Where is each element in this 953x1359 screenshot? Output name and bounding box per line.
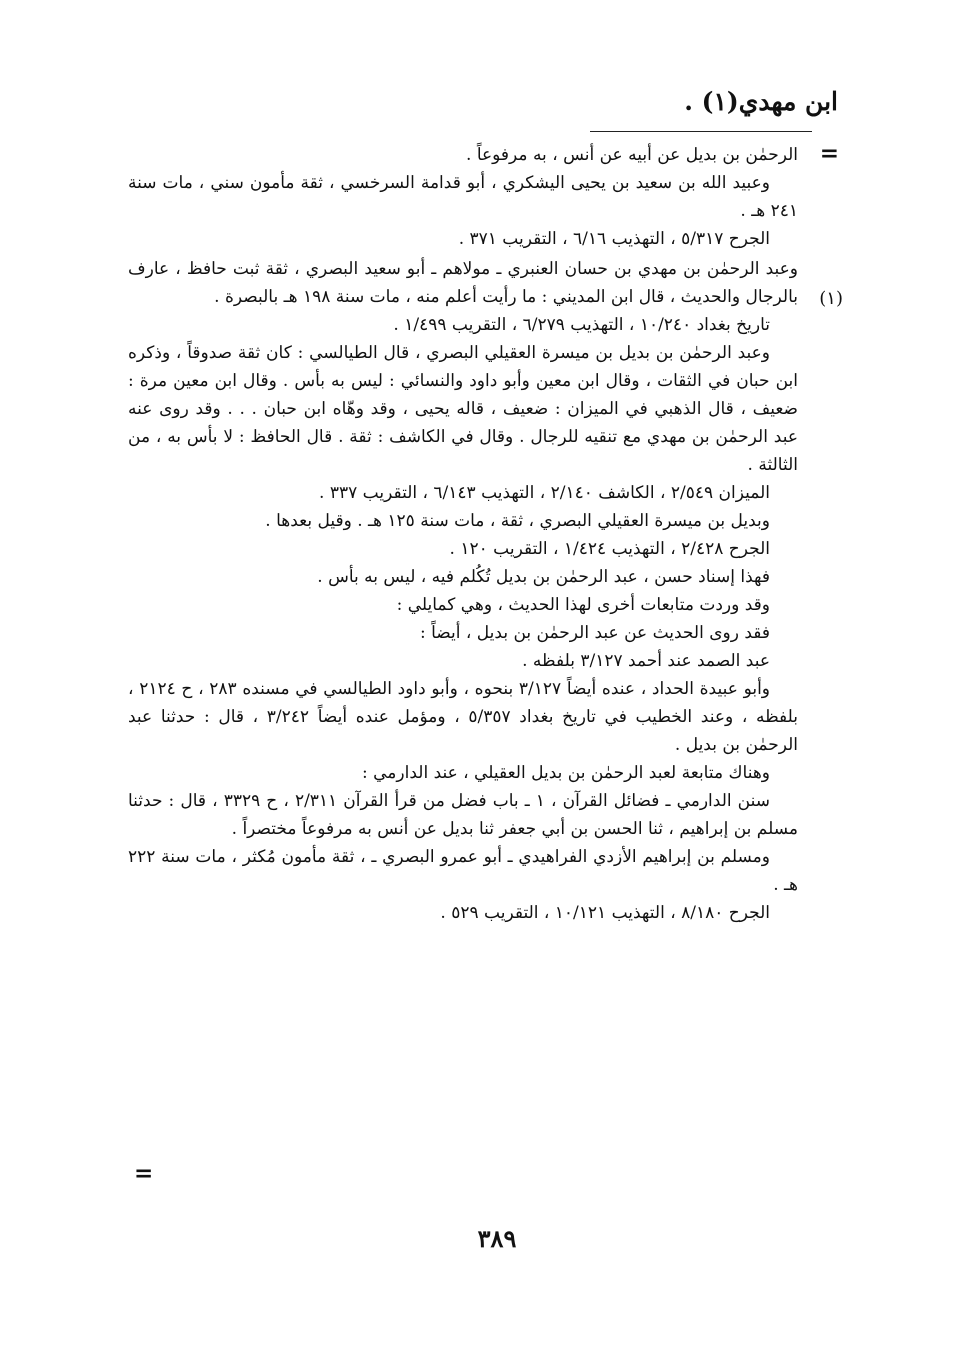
- continuation-marker-top: =: [819, 140, 839, 167]
- footnote-paragraph: وعبيد الله بن سعيد بن يحيى اليشكري ، أبو قدامة السرخسي ، ثقة مأمون سني ، مات سنة ٢٤١ هـ .: [128, 173, 798, 221]
- footnote-paragraph: فقد روى الحديث عن عبد الرحمٰن بن بديل ، أيضاً :: [419, 623, 770, 643]
- page-number: ٣٨٩: [477, 1224, 517, 1253]
- footnote-paragraph: وأبو عبيدة الحداد ، عنده أيضاً ٣/١٢٧ بنحوه ، وأبو داود الطيالسي في مسنده ٢٨٣ ، ح ٢١٢٤ ، بلفظه ، وعند الخطيب في تاريخ بغداد ٥/٣٥٧ ، ومؤمل عنده أيضاً ٣/٢٤٢ ، قال : حدثنا عبد الرحمٰن بن بديل .: [128, 679, 798, 755]
- footnote-paragraph: سنن الدارمي ـ فضائل القرآن ، ١ ـ باب فضل من قرأ القرآن ٢/٣١١ ، ح ٣٣٢٩ ، قال : حدثنا مسلم بن إبراهيم ، ثنا الحسن بن أبي جعفر ثنا بديل عن أنس به مرفوعاً مختصراً .: [128, 791, 798, 839]
- footnote-paragraph: وبديل بن ميسرة العقيلي البصري ، ثقة ، مات سنة ١٢٥ هـ . وقيل بعدها .: [265, 511, 770, 531]
- footnote-divider: [590, 131, 812, 132]
- footnote-paragraph: ومسلم بن إبراهيم الأزدي الفراهيدي ـ أبو عمرو البصري ـ ، ثقة مأمون مُكثر ، مات سنة ٢٢٢ هـ .: [128, 847, 798, 895]
- footnote-reference: عبد الصمد عند أحمد ٣/١٢٧ بلفظه .: [522, 651, 770, 671]
- footnote-paragraph: وهناك متابعة لعبد الرحمٰن بن بديل العقيلي ، عند الدارمي :: [362, 763, 770, 783]
- footnote-reference: الجرح ٥/٣١٧ ، التهذيب ٦/١٦ ، التقريب ٣٧١ .: [458, 229, 770, 249]
- footnote-reference: الجرح ٨/١٨٠ ، التهذيب ١٠/١٢١ ، التقريب ٥٢٩ .: [440, 903, 770, 923]
- footnote-reference: الجرح ٢/٤٢٨ ، التهذيب ١/٤٢٤ ، التقريب ١٢٠ .: [449, 539, 770, 559]
- page-heading-line: ابن مهدي(١) .: [684, 87, 838, 116]
- footnote-paragraph: وعبد الرحمٰن بن مهدي بن حسان العنبري ـ مولاهم ـ أبو سعيد البصري ، ثقة ثبت حافظ ، عارف بالرجال والحديث ، قال ابن المديني : ما رأيت أعلم منه ، مات سنة ١٩٨ هـ بالبصرة .: [128, 259, 798, 307]
- footnote-paragraph: وقد وردت متابعات أخرى لهذا الحديث ، وهي كمايلي :: [396, 595, 770, 615]
- footnote-number-label: (١): [819, 288, 843, 309]
- footnote-reference: الميزان ٢/٥٤٩ ، الكاشف ٢/١٤٠ ، التهذيب ٦/١٤٣ ، التقريب ٣٣٧ .: [319, 483, 770, 503]
- footnote-paragraph: الرحمٰن بن بديل عن أبيه عن أنس ، به مرفوعاً .: [466, 145, 798, 165]
- footnote-paragraph: فهذا إسناد حسن ، عبد الرحمٰن بن بديل تُكُلم فيه ، ليس به بأس .: [317, 567, 770, 587]
- footnotes-block: [128, 141, 798, 927]
- footnote-reference: تاريخ بغداد ١٠/٢٤٠ ، التهذيب ٦/٢٧٩ ، التقريب ١/٤٩٩ .: [393, 315, 770, 335]
- footnote-paragraph: وعبد الرحمٰن بن بديل بن ميسرة العقيلي البصري ، قال الطيالسي : كان ثقة صدوقاً ، وذكره ابن حبان في الثقات ، وقال ابن معين وأبو داود والنسائي : ليس به بأس . وقال ابن معين مرة : ضعيف ، قال الذهبي في الميزان : ضعيف ، قاله يحيى ، وقد وهّاه ابن حبان . . . وقد روى عنه عبد الرحمٰن بن مهدي مع تنقيه للرجال . وقال في الكاشف : ثقة . قال الحافظ : لا بأس به ، من الثالثة .: [128, 343, 798, 475]
- continuation-marker-bottom: =: [134, 1160, 154, 1187]
